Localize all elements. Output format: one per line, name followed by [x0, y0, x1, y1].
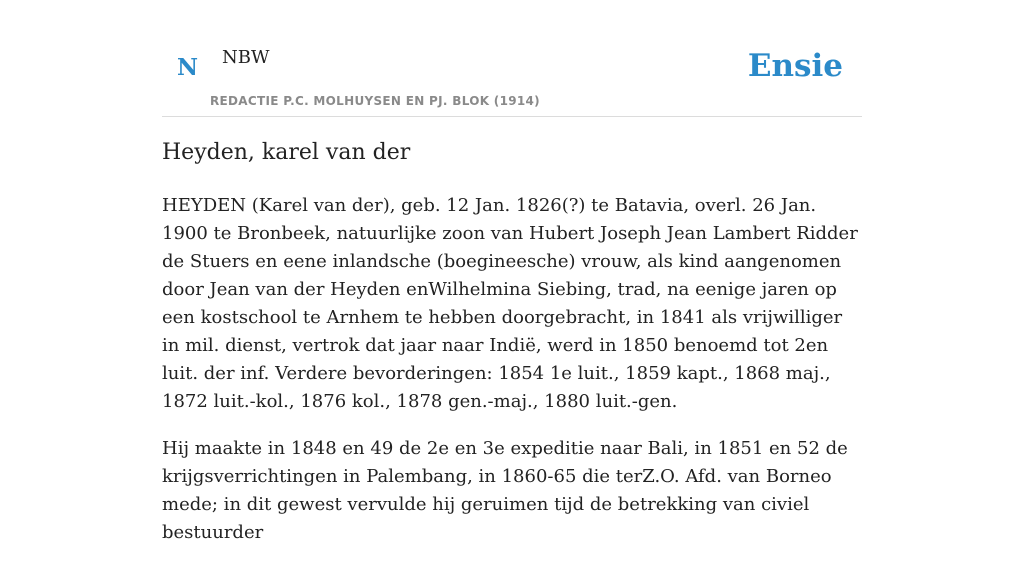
article-body: [162, 192, 862, 566]
source-subtitle: REDACTIE P.C. MOLHUYSEN EN PJ. BLOK (1914): [210, 94, 540, 108]
site-header: [162, 0, 862, 117]
source-logo-icon[interactable]: N: [177, 54, 199, 81]
brand-logo-link[interactable]: Ensie: [747, 48, 843, 84]
article-title: Heyden, karel van der: [162, 140, 411, 165]
article-paragraph: HEYDEN (Karel van der), geb. 12 Jan. 1826(?) te Batavia, overl. 26 Jan. 1900 te Bronbeek, natuurlijke zoon van Hubert Joseph Jean Lambert Ridder de Stuers en eene inlandsche (boegineesche) vrouw, als kind aangenomen door Jean van der Heyden enWilhelmina Siebing, trad, na eenige jaren op een kostschool te Arnhem te hebben doorgebracht, in 1841 als vrijwilliger in mil. dienst, vertrok dat jaar naar Indië, werd in 1850 benoemd tot 2en luit. der inf. Verdere bevorderingen: 1854 1e luit., 1859 kapt., 1868 maj., 1872 luit.-kol., 1876 kol., 1878 gen.-maj., 1880 luit.-gen.: [162, 195, 858, 412]
source-title[interactable]: NBW: [222, 47, 270, 68]
article-paragraph: Hij maakte in 1848 en 49 de 2e en 3e expeditie naar Bali, in 1851 en 52 de krijgsverrichtingen in Palembang, in 1860-65 die terZ.O. Afd. van Borneo mede; in dit gewest vervulde hij geruimen tijd de betrekking van civiel bestuurder: [162, 438, 848, 543]
